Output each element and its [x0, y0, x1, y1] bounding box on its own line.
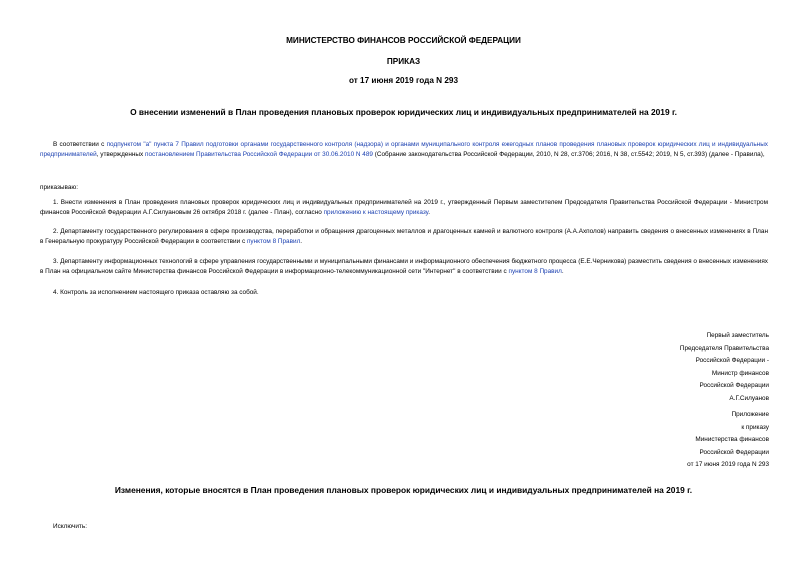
order-word: приказываю:	[40, 184, 78, 191]
document-type-heading: ПРИКАЗ	[386, 57, 421, 66]
order-item-3	[40, 257, 768, 277]
item-1-end: .	[428, 209, 431, 216]
annex-line: от 17 июня 2019 года N 293	[687, 461, 769, 468]
annex-line: Приложение	[731, 411, 769, 418]
rules-point-8-link-1[interactable]: пунктом 8 Правил	[246, 238, 301, 245]
item-2-end: .	[300, 238, 303, 245]
item-2-text: 2. Департаменту государственного регулирования в сфере производства, переработки и обращения драгоценных металлов и драгоценных камней и валютного контроля (А.А.Ахполов) направить сведения о внесенных изменениях в План в Генеральную прокуратуру Российской Федерации в соответствии с	[40, 228, 768, 245]
changes-title: Изменения, которые вносятся в План проведения плановых проверок юридических лиц и индивидуальных предпринимателей на 2019 г.	[114, 485, 693, 495]
annex-link[interactable]: приложению к настоящему приказу	[323, 209, 429, 216]
signature-line: Российской Федерации	[699, 382, 769, 389]
exclude-label: Исключить:	[53, 523, 87, 530]
document-subject-title: О внесении изменений в План проведения плановых проверок юридических лиц и индивидуальных предпринимателей на 2019 г.	[130, 107, 677, 117]
item-3-end: .	[561, 268, 564, 275]
annex-line: к приказу	[741, 423, 769, 431]
signature-line: Первый заместитель	[706, 332, 769, 339]
intro-paragraph	[40, 140, 768, 160]
rules-subparagraph-link[interactable]: подпунктом "а" пункта 7 Правил подготовки органами государственного контроля (надзора) и органами муниципального контроля ежегодных планов проведения плановых проверок юридических лиц и индивидуальных предпринимателей	[40, 141, 768, 158]
intro-text-1: В соответствии с	[53, 141, 107, 148]
item-1-text: 1. Внести изменения в План проведения плановых проверок юридических лиц и индивидуальных предпринимателей на 2019 г., утвержденный Первым заместителем Председателя Правительства Российской Федерации - Министром финансов Российской Федерации А.Г.Силуановым 26 октября 2018 г. (далее - План), согласно	[40, 199, 768, 216]
intro-text-2: , утвержденных	[96, 151, 145, 158]
order-item-2	[40, 227, 768, 247]
annex-block	[589, 409, 769, 472]
signature-line: Российской Федерации -	[695, 357, 769, 364]
rules-point-8-link-2[interactable]: пунктом 8 Правил	[508, 268, 562, 275]
item-3-text: 3. Департаменту информационных технологий в сфере управления государственными и муниципальными финансами и информационного обеспечения бюджетного процесса (Е.Е.Черникова) разместить сведения о внесенных изменениях в План на официальном сайте Министерства финансов Российской Федерации в информационно-телекоммуникационной сети "Интернет" в соответствии с	[40, 258, 768, 275]
ministry-heading: МИНИСТЕРСТВО ФИНАНСОВ РОССИЙСКОЙ ФЕДЕРАЦИИ	[286, 36, 521, 45]
document-date-number: от 17 июня 2019 года N 293	[348, 76, 459, 85]
annex-line: Российской Федерации	[699, 448, 769, 456]
signature-line: Министр финансов	[711, 369, 769, 377]
government-resolution-link[interactable]: постановлением Правительства Российской Федерации от 30.06.2010 N 489	[145, 151, 373, 158]
order-item-4: 4. Контроль за исполнением настоящего приказа оставляю за собой.	[53, 289, 259, 296]
signature-name: А.Г.Силуанов	[729, 394, 769, 402]
intro-text-3: (Собрание законодательства Российской Федерации, 2010, N 28, ст.3706; 2016, N 38, ст.5542; 2019, N 5, ст.393) (далее - Правила),	[372, 151, 765, 158]
annex-line: Министерства финансов	[695, 436, 769, 443]
signature-block	[589, 330, 769, 405]
order-item-1	[40, 198, 768, 218]
signature-line: Председателя Правительства	[679, 344, 769, 352]
